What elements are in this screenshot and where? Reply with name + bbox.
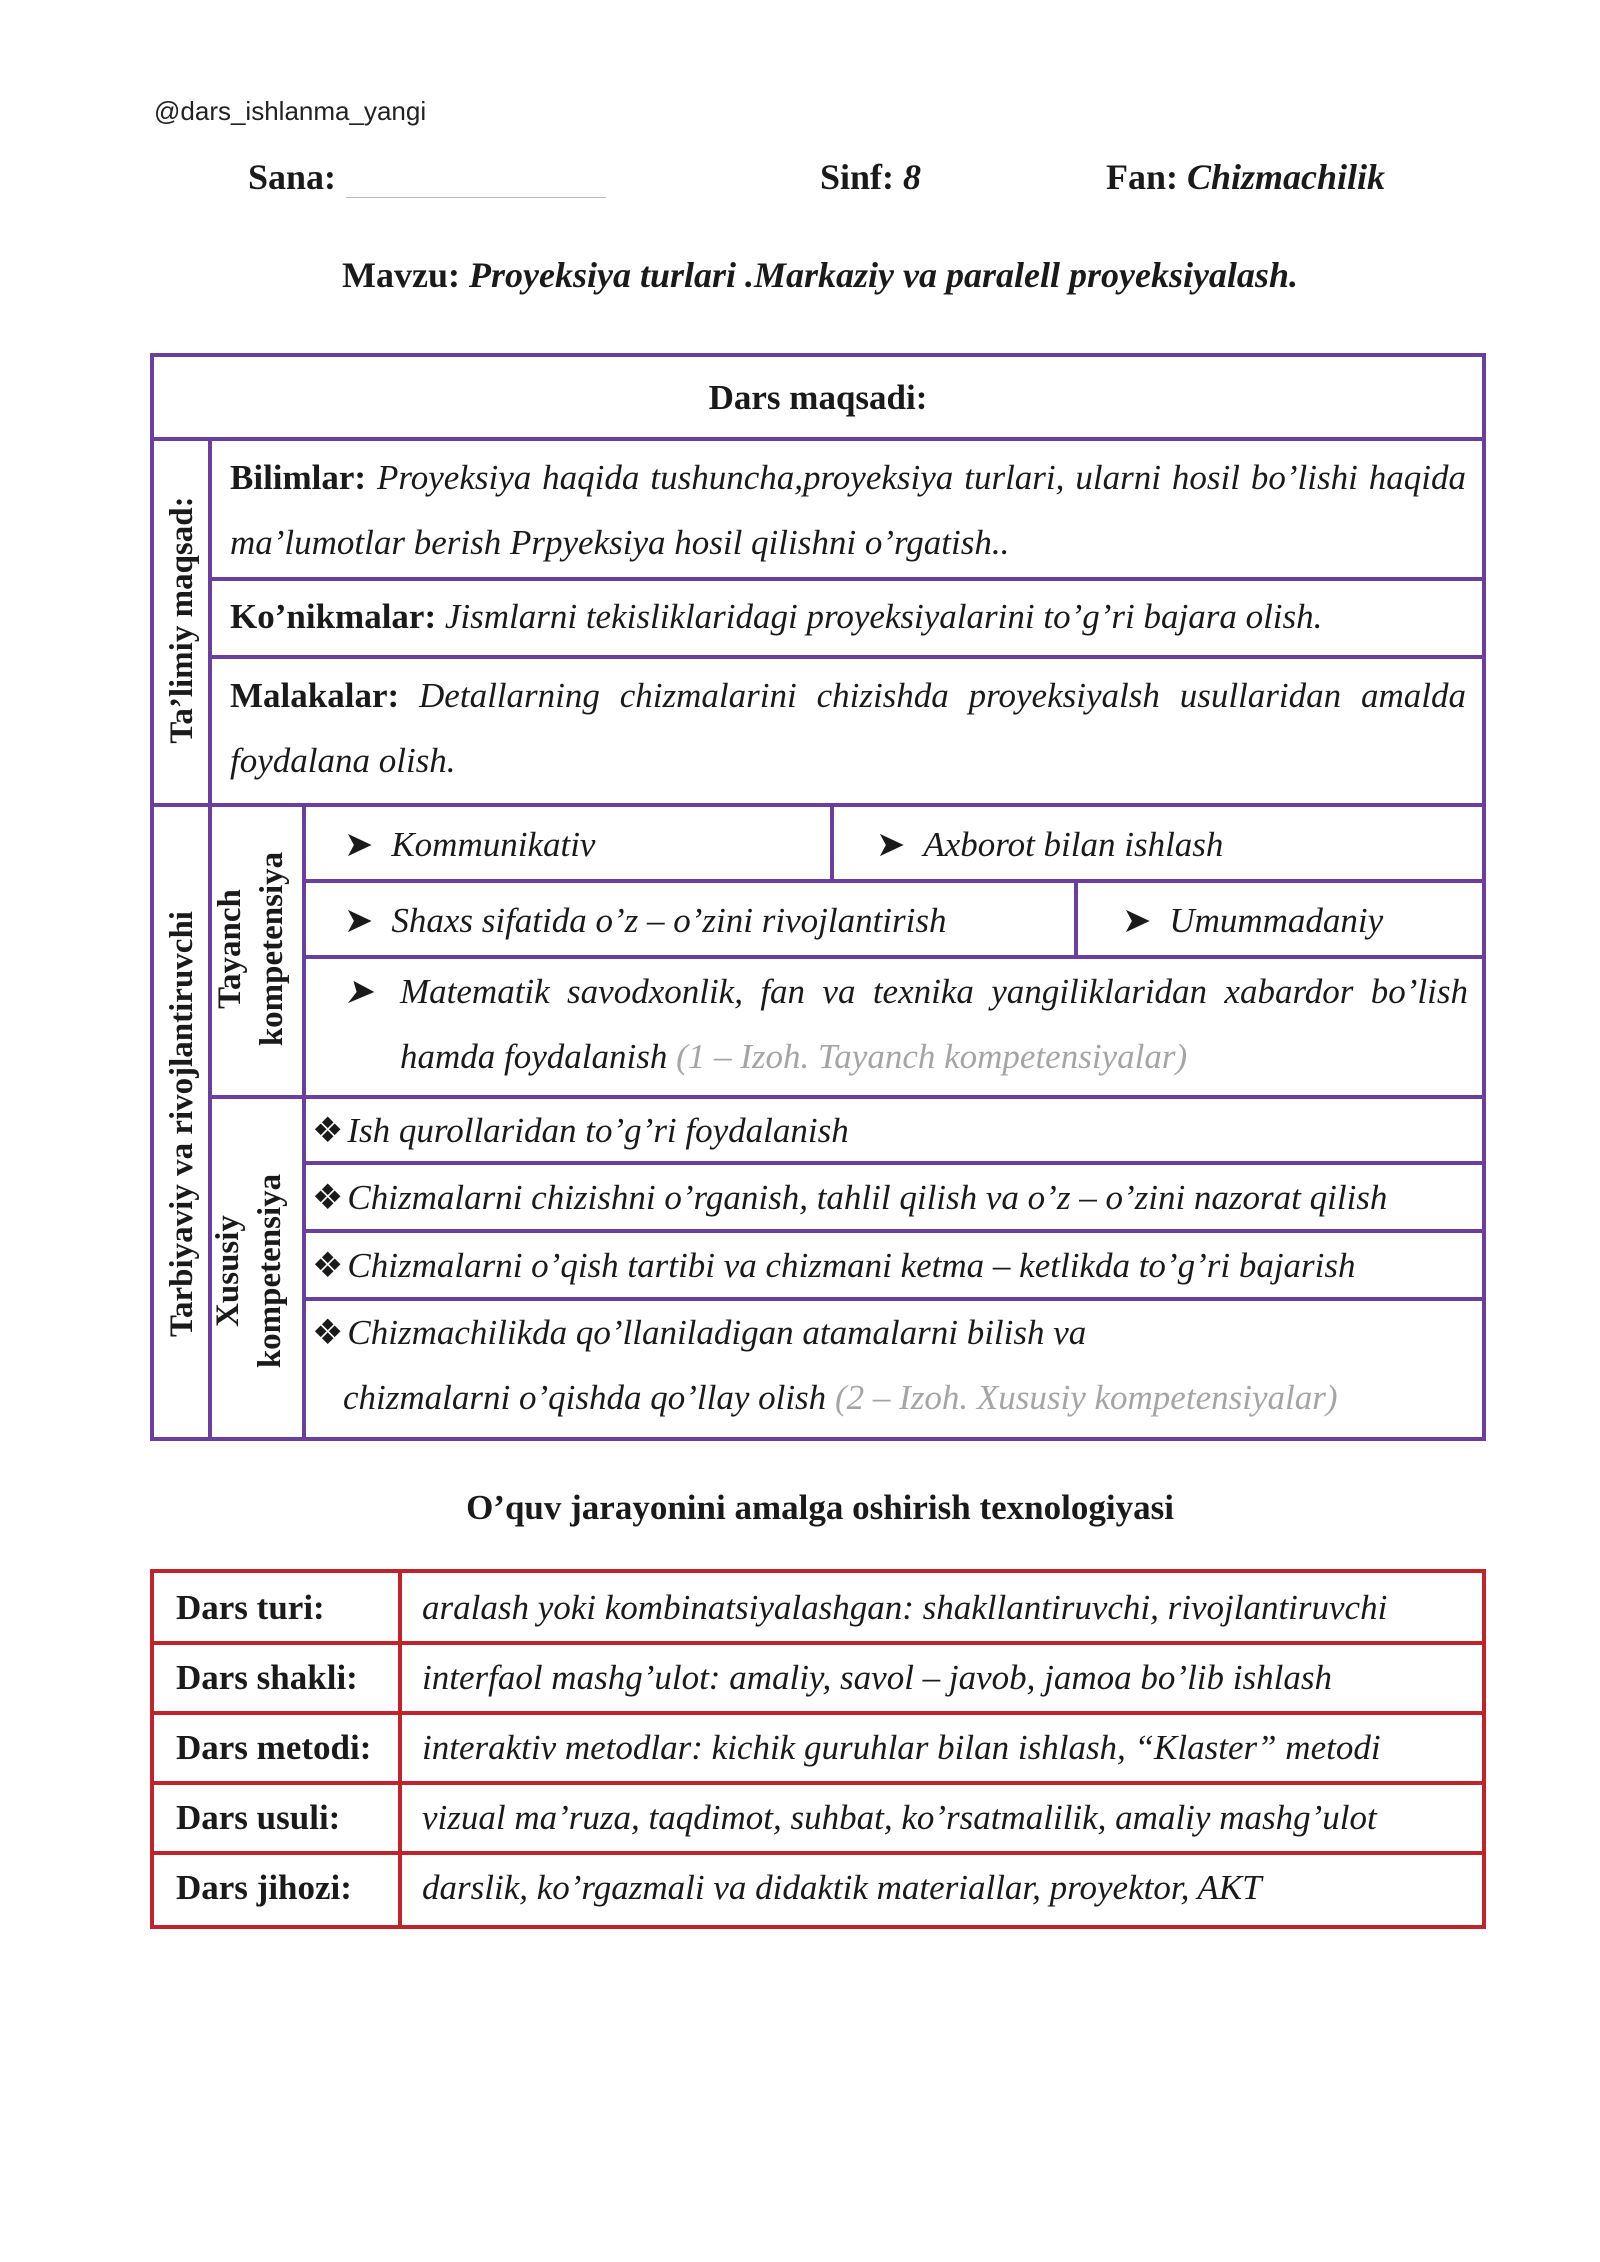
xususiy-label-line2: kompetensiya: [252, 1173, 288, 1369]
arrow-bullet-icon: ➤: [344, 972, 374, 1011]
table-row-value: interfaol mashg’ulot: amaliy, savol – javob, jamoa bo’lib ishlash: [422, 1658, 1332, 1697]
xususiy-note: (2 – Izoh. Xususiy kompetensiyalar): [834, 1378, 1338, 1417]
table-row-label: Dars metodi:: [176, 1728, 372, 1767]
bilimlar-text: Proyeksiya haqida tushuncha,proyeksiya turlari, ularni hosil bo’lishi haqida ma’lumotlar berish Prpyeksiya hosil qilishni o’rgatish..: [230, 458, 1466, 562]
xususiy-item: ❖ Chizmalarni o’qish tartibi va chizmani ketma – ketlikda to’g’ri bajarish: [312, 1246, 1356, 1285]
xususiy-item: ❖ Chizmachilikda qo’llaniladigan atamalarni bilish va: [312, 1313, 1087, 1352]
tayanch-item: ➤ Shaxs sifatida o’z – o’zini rivojlantirish: [344, 901, 947, 940]
tayanch-label-line2: kompetensiya: [254, 851, 290, 1047]
bilimlar-label: Bilimlar:: [230, 458, 367, 497]
talimiy-label: Ta’limiy maqsad:: [164, 496, 200, 744]
xususiy-item: ❖ Ish qurollaridan to’g’ri foydalanish: [312, 1111, 849, 1150]
tayanch-label-line1: Tayanch: [212, 889, 248, 1009]
diamond-bullet-icon: ❖: [312, 1178, 344, 1217]
table-row-label: Dars usuli:: [176, 1798, 341, 1837]
subject-field: [1106, 156, 1385, 198]
arrow-bullet-icon: ➤: [344, 825, 374, 864]
topic-label: Mavzu:: [342, 255, 460, 295]
topic-value: Proyeksiya turlari .Markaziy va paralell proyeksiyalash.: [469, 255, 1298, 295]
lesson-goals-table: [150, 353, 1486, 1441]
table-row-value: interaktiv metodlar: kichik guruhlar bilan ishlash, “Klaster” metodi: [422, 1728, 1381, 1767]
tayanch-item: ➤ Umummadaniy: [1122, 901, 1384, 940]
diamond-bullet-icon: ❖: [312, 1246, 344, 1285]
tarbiyaviy-label: Tarbiyaviy va rivojlantiruvchi: [164, 911, 200, 1337]
class-label: Sinf:: [820, 157, 895, 197]
channel-handle: @dars_ishlanma_yangi: [154, 96, 427, 126]
konikmalar-label: Ko’nikmalar:: [230, 597, 437, 636]
arrow-bullet-icon: ➤: [344, 901, 374, 940]
table-row-label: Dars shakli:: [176, 1658, 358, 1697]
xususiy-item: ❖ Chizmalarni chizishni o’rganish, tahlil qilish va o’z – o’zini nazorat qilish: [312, 1178, 1388, 1217]
konikmalar-text: Jismlarni tekisliklaridagi proyeksiyalarini to’g’ri bajara olish.: [444, 597, 1323, 636]
tayanch-note: (1 – Izoh. Tayanch kompetensiyalar): [676, 1037, 1188, 1076]
malakalar-text: Detallarning chizmalarini chizishda proyeksiyalsh usullaridan amalda foydalana olish.: [230, 676, 1466, 780]
diamond-bullet-icon: ❖: [312, 1313, 344, 1352]
table-row-value: aralash yoki kombinatsiyalashgan: shakllantiruvchi, rivojlantiruvchi: [422, 1588, 1388, 1627]
date-label: Sana:: [248, 157, 337, 197]
tayanch-label: [209, 814, 293, 1084]
class-value: 8: [903, 157, 922, 197]
date-blank-line: [346, 167, 606, 198]
technology-table: [150, 1569, 1486, 1929]
xususiy-item-continued: chizmalarni o’qishda qo’llay olish (2 – Izoh. Xususiy kompetensiyalar): [343, 1378, 1338, 1417]
konikmalar-row: [230, 584, 1466, 649]
tayanch-item: ➤ Axborot bilan ishlash: [876, 825, 1224, 864]
topic-line: [0, 254, 1600, 296]
xususiy-label-line1: Xususiy: [210, 1215, 246, 1327]
arrow-bullet-icon: ➤: [1122, 901, 1152, 940]
technology-title: O’quv jarayonini amalga oshirish texnologiyasi: [466, 1488, 1174, 1527]
goals-title: Dars maqsadi:: [708, 378, 928, 417]
class-field: [820, 156, 921, 198]
table-row-label: Dars turi:: [176, 1588, 325, 1627]
malakalar-label: Malakalar:: [230, 676, 400, 715]
xususiy-label: [207, 1121, 291, 1421]
arrow-bullet-icon: ➤: [876, 825, 906, 864]
tayanch-item: Matematik savodxonlik, fan va texnika yangiliklaridan xabardor bo’lish hamda foydalanish (1 – Izoh. Tayanch kompetensiyalar): [400, 972, 1468, 1076]
tayanch-item: ➤ Kommunikativ: [344, 825, 596, 864]
table-row-value: vizual ma’ruza, taqdimot, suhbat, ko’rsatmalilik, amaliy mashg’ulot: [422, 1798, 1377, 1837]
date-field: [248, 156, 606, 198]
table-row-value: darslik, ko’rgazmali va didaktik materiallar, proyektor, AKT: [422, 1868, 1262, 1907]
bilimlar-row: [230, 445, 1466, 575]
subject-value: Chizmachilik: [1187, 157, 1386, 197]
table-row-label: Dars jihozi:: [176, 1868, 352, 1907]
malakalar-row: [230, 663, 1466, 793]
diamond-bullet-icon: ❖: [312, 1111, 344, 1150]
subject-label: Fan:: [1106, 157, 1178, 197]
